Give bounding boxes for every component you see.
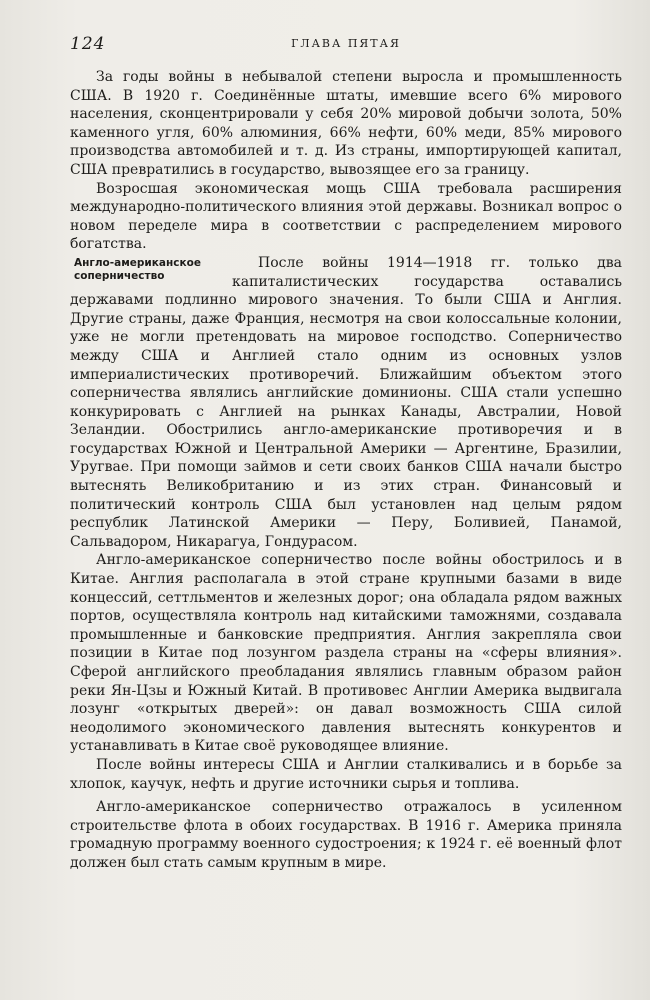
paragraph-1: За годы войны в небывалой степени выросла и промышленность США. В 1920 г. Соединённые штаты, имевшие всего 6% мирового населения, сконцентрировали у себя 20% мировой добычи золота, 50% каменного угля, 60% алюминия, 66% нефти, 60% меди, 85% мирового производства автомобилей и т. д. Из страны, импортирующей капитал, США превратились в государство, вывозящее его за границу.: [70, 69, 622, 178]
chapter-title: ГЛАВА ПЯТАЯ: [291, 37, 401, 50]
running-head: [70, 34, 622, 56]
paragraph-2: Возросшая экономическая мощь США требовала расширения международно-политического влияния этой державы. Возникал вопрос о новом переделе мира в соответствии с распределением мирового богатства.: [70, 180, 622, 253]
page-number: 124: [70, 34, 106, 54]
side-heading: Англо-американское соперничество: [74, 256, 201, 282]
paragraph-6: Англо-американское соперничество отражалось в усиленном строительстве флота в обоих государствах. В 1916 г. Америка приняла громадную программу военного судостроения; к 1924 г. её военный флот должен был стать самым крупным в мире.: [70, 799, 622, 871]
paragraph-4: Англо-американское соперничество после войны обострилось и в Китае. Англия располагала в этой стране крупными базами в виде концессий, сеттльментов и железных дорог; она обладала рядом важных портов, осуществляла контроль над китайскими таможнями, создавала промышленные и банковские предприятия. Англия закрепляла свои позиции в Китае под лозунгом раздела страны на «сферы влияния». Сферой английского преобладания являлись главным образом район реки Ян-Цзы и Южный Китай. В противовес Англии Америка выдвигала лозунг «открытых дверей»: он давал возможность США силой неодолимого экономического давления вытеснять конкурентов и устанавливать в Китае своё руководящее влияние.: [70, 552, 622, 755]
text-body: [70, 68, 622, 873]
paragraph-5: После войны интересы США и Англии сталкивались и в борьбе за хлопок, каучук, нефть и другие источники сырья и топлива.: [70, 756, 622, 792]
paragraph-3: После войны 1914—1918 гг. только два капиталистических государства оставались державами подлинно мирового значения. То были США и Англия. Другие страны, даже Франция, несмотря на свои колоссальные колонии, уже не могли претендовать на мировое господство. Соперничество между США и Англией стало одним из основных узлов империалистических противоречий. Ближайшим объектом этого соперничества являлись английские доминионы. США стали успешно конкурировать с Англией на рынках Канады, Австралии, Новой Зеландии. Обострились англо-американские противоречия и в государствах Южной и Центральной Америки — Аргентине, Бразилии, Уругвае. При помощи займов и сети своих банков США начали быстро вытеснять Великобританию и из этих стран. Финансовый и политический контроль США был установлен над целым рядом республик Латинской Америки — Перу, Боливией, Панамой, Сальвадором, Никарагуа, Гондурасом.: [70, 254, 622, 550]
